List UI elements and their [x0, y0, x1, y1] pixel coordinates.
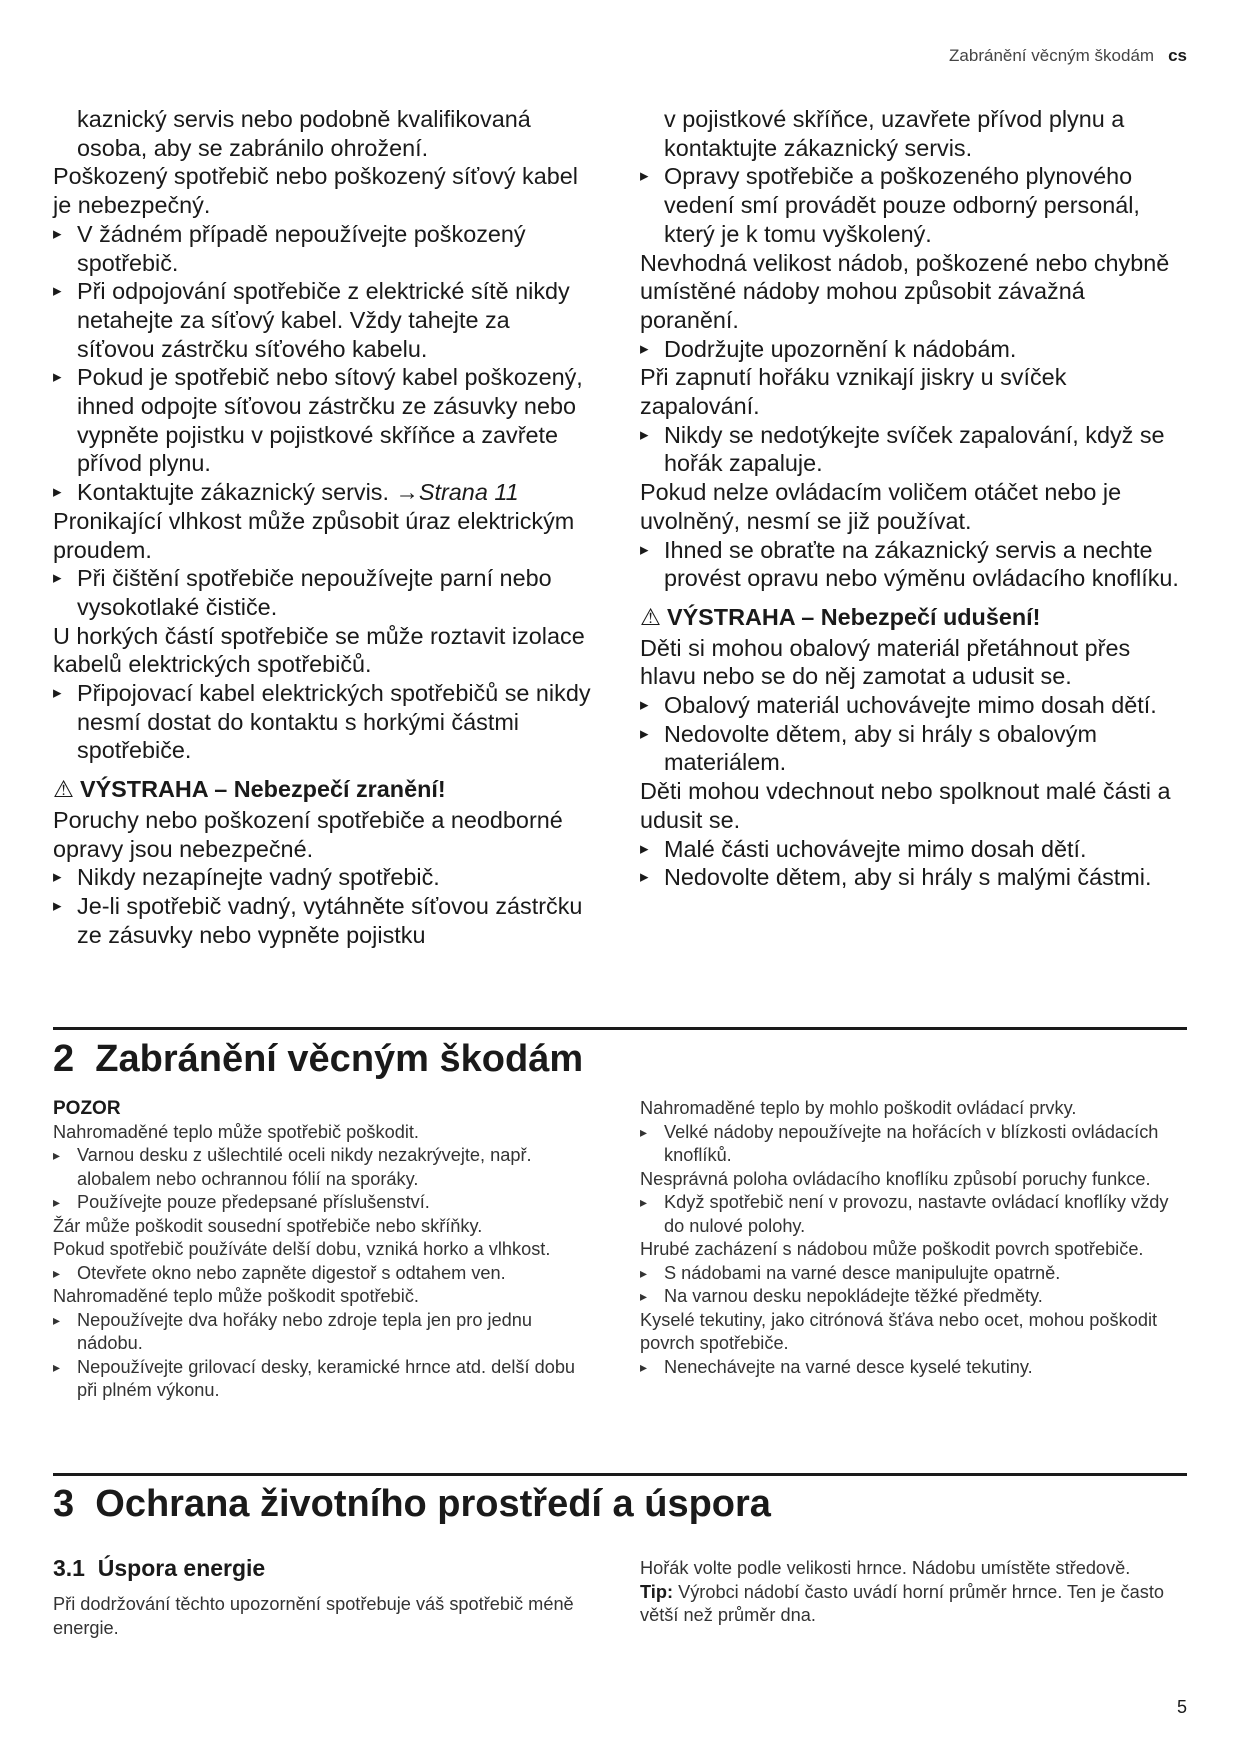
paragraph: Nevhodná velikost nádob, poškozené nebo chybně umístěné nádoby mohou způsobit závažná poranění.: [640, 249, 1170, 333]
bullet-text: Nikdy se nedotýkejte svíček zapalování, když se hořák zapaluje.: [664, 421, 1165, 477]
section-3-heading: [53, 1483, 771, 1526]
energy-tip: [640, 1581, 1185, 1628]
bullet-item: [53, 1144, 593, 1191]
bullet-text: V žádném případě nepoužívejte poškozený spotřebič.: [77, 220, 526, 276]
bullet-item: [53, 863, 593, 892]
bullet-item: [640, 536, 1180, 593]
bullet-list: [53, 220, 593, 507]
paragraph: Děti mohou vdechnout nebo spolknout malé části a udusit se.: [640, 778, 1171, 833]
bullet-list: [640, 835, 1180, 892]
warning-triangle-icon: ⚠: [53, 776, 74, 803]
bullet-text: Nedovolte dětem, aby si hrály s obalovým materiálem.: [664, 720, 1097, 776]
bullet-list: [53, 1262, 593, 1286]
bullet-item: [640, 1356, 1180, 1380]
bullet-text: Nepoužívejte grilovací desky, keramické hrnce atd. delší dobu při plném výkonu.: [77, 1356, 576, 1400]
bullet-list: [640, 536, 1180, 593]
top-right-column: [640, 105, 1180, 892]
bullet-text: Na varnou desku nepokládejte těžké předměty.: [664, 1286, 1043, 1306]
bullet-text: S nádobami na varné desce manipulujte opatrně.: [664, 1262, 1061, 1283]
paragraph: Nahromaděné teplo může spotřebič poškodit.: [53, 1121, 419, 1142]
paragraph: Při zapnutí hořáku vznikají jiskry u svíček zapalování.: [640, 364, 1067, 420]
paragraph: U horkých částí spotřebiče se může roztavit izolace kabelů elektrických spotřebičů.: [53, 622, 585, 678]
section-2-title: Zabránění věcným škodám: [95, 1038, 584, 1080]
bullet-item: [640, 1262, 1180, 1286]
paragraph: Nesprávná poloha ovládacího knoflíku způsobí poruchy funkce.: [640, 1168, 1151, 1189]
bullet-text: Pokud je spotřebič nebo sítový kabel poškozený, ihned odpojte síťovou zástrčku ze zásuvky nebo vypněte pojistku v pojistkové skříňce a zavřete přívod plynu.: [77, 364, 583, 477]
bullet-item: [53, 363, 593, 478]
bullet-text: Nedovolte dětem, aby si hrály s malými částmi.: [664, 864, 1152, 891]
bullet-item: [640, 162, 1180, 248]
bullet-text: Malé části uchovávejte mimo dosah dětí.: [664, 835, 1087, 862]
section-3-number: 3: [53, 1483, 75, 1525]
bullet-item: [53, 1262, 593, 1286]
subsection-number: 3.1: [53, 1555, 85, 1581]
header-section-title: Zabránění věcným škodám: [949, 46, 1155, 65]
bullet-item: [53, 220, 593, 277]
bullet-text: Velké nádoby nepoužívejte na hořácích v blízkosti ovládacích knoflíků.: [664, 1121, 1159, 1165]
bullet-text: Je-li spotřebič vadný, vytáhněte síťovou zástrčku ze zásuvky nebo vypněte pojistku: [77, 892, 583, 948]
bullet-text: Připojovací kabel elektrických spotřebičů se nikdy nesmí dostat do kontaktu s horkými částmi spotřebiče.: [77, 680, 591, 764]
bullet-text: Dodržujte upozornění k nádobám.: [664, 335, 1017, 362]
paragraph: Pokud nelze ovládacím voličem otáčet nebo je uvolněný, nesmí se již používat.: [640, 479, 1122, 534]
section-2-heading: [53, 1038, 583, 1081]
bullet-list: [640, 691, 1180, 777]
tip-text: Výrobci nádobí často uvádí horní průměr hrnce. Ten je často větší než průměr dna.: [640, 1581, 1165, 1625]
bullet-item: [640, 720, 1180, 777]
bullet-item: [640, 863, 1180, 892]
section-3-rule: [53, 1473, 1187, 1476]
bullet-text: Otevřete okno nebo zapněte digestoř s odtahem ven.: [77, 1262, 506, 1283]
bullet-item: [640, 1285, 1180, 1309]
bullet-text: Kontaktujte zákaznický servis.: [77, 479, 390, 506]
bullet-item: [53, 679, 593, 765]
bullet-item: [53, 892, 593, 949]
paragraph: Děti si mohou obalový materiál přetáhnout přes hlavu nebo se do něj zamotat a udusit se.: [640, 634, 1131, 690]
energy-burner-text: Hořák volte podle velikosti hrnce. Nádobu umístěte středově.: [640, 1558, 1131, 1578]
warning-heading: [640, 603, 1180, 632]
paragraph: Žár může poškodit sousední spotřebiče nebo skříňky.: [53, 1215, 483, 1236]
bullet-item: [640, 1191, 1180, 1238]
paragraph: Poruchy nebo poškození spotřebiče a neodborné opravy jsou nebezpečné.: [53, 806, 563, 862]
bullet-text: Ihned se obraťte na zákaznický servis a nechte provést opravu nebo výměnu ovládacího knoflíku.: [664, 536, 1179, 592]
paragraph: Pronikající vlhkost může způsobit úraz elektrickým proudem.: [53, 507, 575, 563]
bullet-list: [640, 1262, 1180, 1309]
bullet-list: [53, 863, 593, 949]
bullet-text: Při čištění spotřebiče nepoužívejte parní nebo vysokotlaké čističe.: [77, 565, 552, 620]
bullet-text: Opravy spotřebiče a poškozeného plynového vedení smí provádět pouze odborný personál, který je k tomu vyškolený.: [664, 163, 1140, 247]
paragraph: Hrubé zacházení s nádobou může poškodit povrch spotřebiče.: [640, 1239, 1144, 1259]
bullet-list: [640, 335, 1180, 364]
bullet-item: [640, 335, 1180, 364]
bullet-text: Používejte pouze předepsané příslušenství.: [77, 1192, 430, 1212]
bullet-text: Obalový materiál uchovávejte mimo dosah dětí.: [664, 692, 1157, 719]
bullet-item: [640, 691, 1180, 720]
page-reference-link[interactable]: →Strana 11: [395, 479, 519, 506]
tip-label: Tip:: [640, 1581, 674, 1602]
warning-text: VÝSTRAHA – Nebezpečí zranění!: [79, 776, 446, 803]
continued-text: kaznický servis nebo podobně kvalifikovaná: [77, 106, 531, 132]
bullet-item: [640, 421, 1180, 478]
paragraph: Nahromaděné teplo může poškodit spotřebič.: [53, 1286, 419, 1306]
section-2-number: 2: [53, 1038, 75, 1080]
section-3-title: Ochrana životního prostředí a úspora: [95, 1483, 771, 1525]
subsection-title: Úspora energie: [97, 1555, 266, 1581]
bullet-list: [640, 162, 1180, 248]
top-left-column: [53, 105, 593, 949]
subsection-3-1-heading: [53, 1555, 265, 1582]
section-2-left-column: [53, 1097, 593, 1403]
paragraph: Kyselé tekutiny, jako citrónová šťáva nebo ocet, mohou poškodit povrch spotřebiče.: [640, 1309, 1158, 1353]
paragraph: Nahromaděné teplo by mohlo poškodit ovládací prvky.: [640, 1098, 1077, 1118]
bullet-item: [53, 1309, 593, 1356]
bullet-item: [53, 564, 593, 621]
bullet-list: [640, 1191, 1180, 1238]
page-number: 5: [1176, 1697, 1187, 1717]
section-3-left-column: [53, 1593, 593, 1640]
bullet-item: [53, 478, 593, 507]
bullet-list: [640, 1121, 1180, 1168]
bullet-list: [53, 1144, 593, 1215]
section-2-rule: [53, 1027, 1187, 1030]
warning-text: VÝSTRAHA – Nebezpečí udušení!: [666, 603, 1041, 630]
energy-intro-text: Při dodržování těchto upozornění spotřebuje váš spotřebič méně energie.: [53, 1594, 574, 1638]
bullet-item: [53, 277, 593, 363]
bullet-list: [53, 1309, 593, 1403]
paragraph: Poškozený spotřebič nebo poškozený síťový kabel je nebezpečný.: [53, 163, 578, 219]
bullet-text: Varnou desku z ušlechtilé oceli nikdy nezakrývejte, např. alobalem nebo ochrannou fólií na sporáky.: [77, 1145, 532, 1189]
section-3-right-column: [640, 1557, 1185, 1628]
paragraph: Pokud spotřebič používáte delší dobu, vzniká horko a vlhkost.: [53, 1239, 551, 1259]
bullet-list: [640, 421, 1180, 478]
warning-triangle-icon: ⚠: [640, 603, 661, 630]
bullet-list: [53, 679, 593, 765]
bullet-item: [640, 1121, 1180, 1168]
running-header: [949, 46, 1187, 66]
continued-text: v pojistkové skříňce, uzavřete přívod plynu a kontaktujte zákaznický servis.: [664, 106, 1125, 161]
warning-heading: [53, 775, 593, 804]
bullet-list: [640, 1356, 1180, 1380]
bullet-text: Nikdy nezapínejte vadný spotřebič.: [77, 864, 440, 891]
bullet-item: [53, 1191, 593, 1215]
bullet-text: Nepoužívejte dva hořáky nebo zdroje tepla jen pro jednu nádobu.: [77, 1309, 532, 1353]
bullet-item: [640, 835, 1180, 864]
continued-text: osoba, aby se zabránilo ohrožení.: [77, 134, 429, 161]
bullet-list: [53, 564, 593, 621]
bullet-text: Nenechávejte na varné desce kyselé tekutiny.: [664, 1356, 1033, 1377]
caution-label: POZOR: [53, 1098, 121, 1119]
bullet-text: Když spotřebič není v provozu, nastavte ovládací knoflíky vždy do nulové polohy.: [664, 1192, 1169, 1236]
header-lang: cs: [1168, 46, 1187, 65]
section-2-right-column: [640, 1097, 1180, 1379]
bullet-text: Při odpojování spotřebiče z elektrické sítě nikdy netahejte za síťový kabel. Vždy tahejte za síťovou zástrčku síťového kabelu.: [77, 278, 570, 362]
bullet-item: [53, 1356, 593, 1403]
